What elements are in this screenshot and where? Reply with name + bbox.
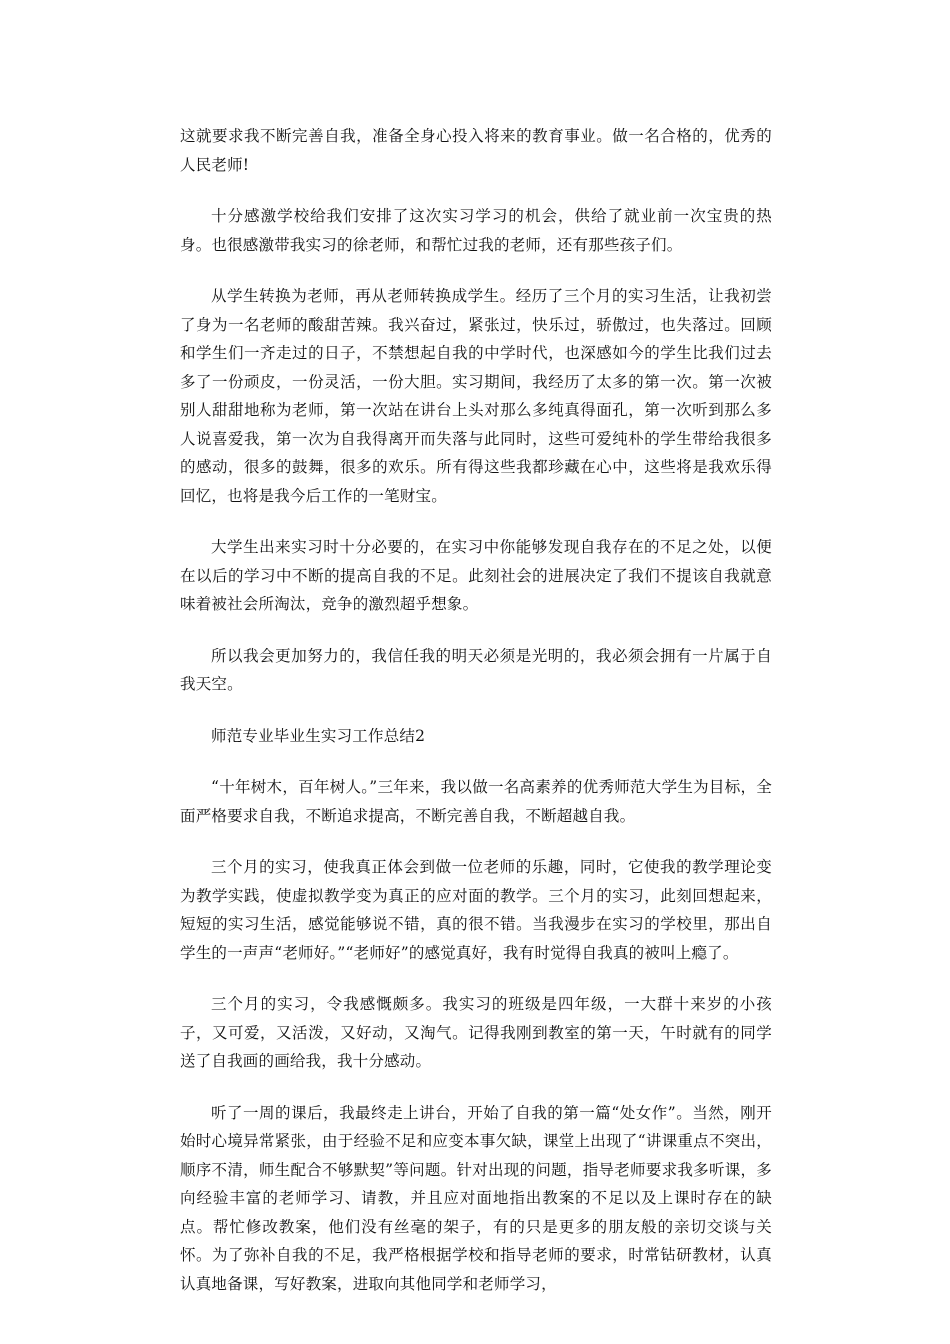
paragraph-future: 所以我会更加努力的，我信任我的明天必须是光明的，我必须会拥有一片属于自我天空。 (180, 646, 772, 693)
document-body (180, 122, 772, 1321)
paragraph-internship-necessity: 大学生出来实习时十分必要的，在实习中你能够发现自我存在的不足之处，以便在以后的学习中不断的提高自我的不足。此刻社会的进展决定了我们不提该自我就意味着被社会所淘汰，竞争的激烈超乎想象。 (180, 538, 772, 613)
paragraph-motto: “十年树木，百年树人。”三年来，我以做一名高素养的优秀师范大学生为目标，全面严格要求自我，不断追求提高，不断完善自我，不断超越自我。 (180, 778, 772, 825)
paragraph-continuation: 这就要求我不断完善自我，准备全身心投入将来的教育事业。做一名合格的，优秀的人民老师! (180, 127, 772, 174)
paragraph-class-description: 三个月的实习，令我感慨颇多。我实习的班级是四年级，一大群十来岁的小孩子，又可爱，又活泼，又好动，又淘气。记得我刚到教室的第一天，午时就有的同学送了自我画的画给我，我十分感动。 (180, 995, 772, 1070)
paragraph-role-change: 从学生转换为老师，再从老师转换成学生。经历了三个月的实习生活，让我初尝了身为一名老师的酸甜苦辣。我兴奋过，紧张过，快乐过，骄傲过，也失落过。回顾和学生们一齐走过的日子，不禁想起自我的中学时代，也深感如今的学生比我们过去多了一份顽皮，一份灵活，一份大胆。实习期间，我经历了太多的第一次。第一次被别人甜甜地称为老师，第一次站在讲台上头对那么多纯真得面孔，第一次听到那么多人说喜爱我，第一次为自我得离开而失落与此同时，这些可爱纯朴的学生带给我很多的感动，很多的鼓舞，很多的欢乐。所有得这些我都珍藏在心中，这些将是我欢乐得回忆，也将是我今后工作的一笔财宝。 (180, 287, 772, 505)
paragraph-teaching-joy: 三个月的实习，使我真正体会到做一位老师的乐趣，同时，它使我的教学理论变为教学实践，使虚拟教学变为真正的应对面的教学。三个月的实习，此刻回想起来，短短的实习生活，感觉能够说不错，真的很不错。当我漫步在实习的学校里，那出自学生的一声声“老师好。”“老师好”的感觉真好，我有时觉得自我真的被叫上瘾了。 (180, 858, 772, 962)
paragraph-first-lesson: 听了一周的课后，我最终走上讲台，开始了自我的第一篇“处女作”。当然，刚开始时心境异常紧张，由于经验不足和应变本事欠缺，课堂上出现了“讲课重点不突出，顺序不清，师生配合不够默契”等问题。针对出现的问题，指导老师要求我多听课，多向经验丰富的老师学习、请教，并且应对面地指出教案的不足以及上课时存在的缺点。帮忙修改教案，他们没有丝毫的架子，有的只是更多的朋友般的亲切交谈与关怀。为了弥补自我的不足，我严格根据学校和指导老师的要求，时常钻研教材，认真认真地备课，写好教案，进取向其他同学和老师学习， (180, 1103, 772, 1293)
section-heading: 师范专业毕业生实习工作总结2 (211, 726, 426, 745)
paragraph-gratitude: 十分感激学校给我们安排了这次实习学习的机会，供给了就业前一次宝贵的热身。也很感激带我实习的徐老师，和帮忙过我的老师，还有那些孩子们。 (180, 207, 772, 254)
